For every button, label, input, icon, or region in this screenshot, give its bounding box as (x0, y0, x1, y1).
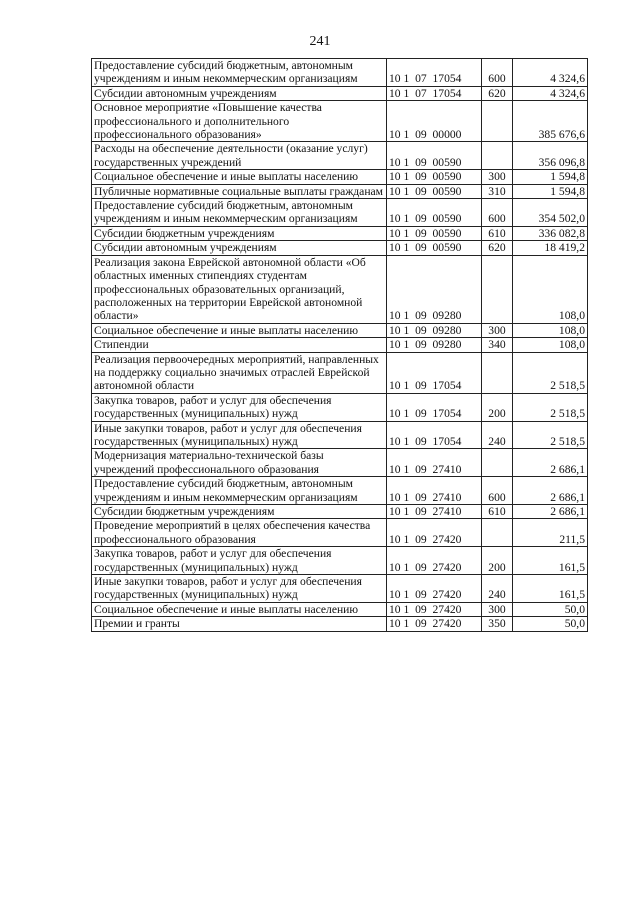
table-row (92, 241, 588, 255)
expense-type-cell: 340 (482, 338, 513, 352)
row-name-cell: Проведение мероприятий в целях обеспечения качества профессионального образования (92, 519, 387, 547)
row-name-cell: Субсидии автономным учреждениям (92, 86, 387, 100)
row-name-cell: Реализация первоочередных мероприятий, направленных на поддержку социально значимых отраслей Еврейской автономной области (92, 352, 387, 393)
target-code-cell: 10 1 09 09280 (387, 255, 482, 323)
row-name-cell: Публичные нормативные социальные выплаты гражданам (92, 184, 387, 198)
row-name-cell: Стипендии (92, 338, 387, 352)
budget-table-body (92, 59, 588, 632)
row-name-cell: Субсидии автономным учреждениям (92, 241, 387, 255)
expense-type-cell: 200 (482, 393, 513, 421)
target-code-cell: 10 1 09 00590 (387, 184, 482, 198)
expense-type-cell: 610 (482, 226, 513, 240)
target-code-cell: 10 1 09 00590 (387, 241, 482, 255)
table-row (92, 393, 588, 421)
table-row (92, 505, 588, 519)
table-row (92, 338, 588, 352)
table-row (92, 323, 588, 337)
row-name-cell: Предоставление субсидий бюджетным, автономным учреждениям и иным некоммерческим организациям (92, 477, 387, 505)
target-code-cell: 10 1 09 00590 (387, 199, 482, 227)
amount-cell: 161,5 (513, 547, 588, 575)
amount-cell: 2 686,1 (513, 477, 588, 505)
table-row (92, 602, 588, 616)
row-name-cell: Иные закупки товаров, работ и услуг для обеспечения государственных (муниципальных) нужд (92, 575, 387, 603)
table-row (92, 59, 588, 87)
expense-type-cell (482, 142, 513, 170)
table-row (92, 184, 588, 198)
expense-type-cell: 240 (482, 421, 513, 449)
table-row (92, 352, 588, 393)
target-code-cell: 10 1 09 27420 (387, 547, 482, 575)
expense-type-cell: 310 (482, 184, 513, 198)
amount-cell: 50,0 (513, 602, 588, 616)
row-name-cell: Субсидии бюджетным учреждениям (92, 505, 387, 519)
amount-cell: 2 518,5 (513, 393, 588, 421)
amount-cell: 18 419,2 (513, 241, 588, 255)
expense-type-cell: 200 (482, 547, 513, 575)
row-name-cell: Закупка товаров, работ и услуг для обеспечения государственных (муниципальных) нужд (92, 393, 387, 421)
target-code-cell: 10 1 09 27420 (387, 602, 482, 616)
amount-cell: 211,5 (513, 519, 588, 547)
expense-type-cell (482, 519, 513, 547)
row-name-cell: Иные закупки товаров, работ и услуг для обеспечения государственных (муниципальных) нужд (92, 421, 387, 449)
row-name-cell: Субсидии бюджетным учреждениям (92, 226, 387, 240)
target-code-cell: 10 1 09 00000 (387, 101, 482, 142)
row-name-cell: Предоставление субсидий бюджетным, автономным учреждениям и иным некоммерческим организациям (92, 59, 387, 87)
expense-type-cell: 240 (482, 575, 513, 603)
target-code-cell: 10 1 09 09280 (387, 323, 482, 337)
expense-type-cell: 620 (482, 86, 513, 100)
expense-type-cell (482, 255, 513, 323)
row-name-cell: Модернизация материально-технической базы учреждений профессионального образования (92, 449, 387, 477)
budget-table (91, 58, 588, 632)
table-row (92, 86, 588, 100)
target-code-cell: 10 1 07 17054 (387, 86, 482, 100)
amount-cell: 2 518,5 (513, 352, 588, 393)
target-code-cell: 10 1 09 00590 (387, 226, 482, 240)
target-code-cell: 10 1 09 27410 (387, 505, 482, 519)
expense-type-cell: 610 (482, 505, 513, 519)
amount-cell: 108,0 (513, 323, 588, 337)
expense-type-cell (482, 449, 513, 477)
amount-cell: 385 676,6 (513, 101, 588, 142)
table-row (92, 575, 588, 603)
row-name-cell: Социальное обеспечение и иные выплаты населению (92, 170, 387, 184)
amount-cell: 354 502,0 (513, 199, 588, 227)
amount-cell: 2 518,5 (513, 421, 588, 449)
table-row (92, 226, 588, 240)
row-name-cell: Основное мероприятие «Повышение качества профессионального и дополнительного профессионального образования» (92, 101, 387, 142)
target-code-cell: 10 1 07 17054 (387, 59, 482, 87)
table-row (92, 142, 588, 170)
page-number: 241 (309, 34, 331, 49)
expense-type-cell: 350 (482, 617, 513, 631)
target-code-cell: 10 1 09 00590 (387, 142, 482, 170)
expense-type-cell: 300 (482, 323, 513, 337)
row-name-cell: Предоставление субсидий бюджетным, автономным учреждениям и иным некоммерческим организациям (92, 199, 387, 227)
target-code-cell: 10 1 09 17054 (387, 393, 482, 421)
table-row (92, 170, 588, 184)
amount-cell: 2 686,1 (513, 449, 588, 477)
target-code-cell: 10 1 09 27410 (387, 449, 482, 477)
table-row (92, 101, 588, 142)
row-name-cell: Премии и гранты (92, 617, 387, 631)
row-name-cell: Закупка товаров, работ и услуг для обеспечения государственных (муниципальных) нужд (92, 547, 387, 575)
expense-type-cell: 620 (482, 241, 513, 255)
table-row (92, 547, 588, 575)
row-name-cell: Реализация закона Еврейской автономной области «Об областных именных стипендиях студентам профессиональных образовательных организаций, расположенных на территории Еврейской автономной области» (92, 255, 387, 323)
amount-cell: 1 594,8 (513, 184, 588, 198)
target-code-cell: 10 1 09 17054 (387, 421, 482, 449)
expense-type-cell: 300 (482, 170, 513, 184)
row-name-cell: Социальное обеспечение и иные выплаты населению (92, 323, 387, 337)
amount-cell: 4 324,6 (513, 59, 588, 87)
amount-cell: 336 082,8 (513, 226, 588, 240)
expense-type-cell: 600 (482, 477, 513, 505)
expense-type-cell: 600 (482, 199, 513, 227)
table-row (92, 617, 588, 631)
target-code-cell: 10 1 09 17054 (387, 352, 482, 393)
amount-cell: 2 686,1 (513, 505, 588, 519)
amount-cell: 4 324,6 (513, 86, 588, 100)
amount-cell: 50,0 (513, 617, 588, 631)
row-name-cell: Расходы на обеспечение деятельности (оказание услуг) государственных учреждений (92, 142, 387, 170)
amount-cell: 161,5 (513, 575, 588, 603)
table-row (92, 519, 588, 547)
target-code-cell: 10 1 09 27410 (387, 477, 482, 505)
row-name-cell: Социальное обеспечение и иные выплаты населению (92, 602, 387, 616)
target-code-cell: 10 1 09 09280 (387, 338, 482, 352)
target-code-cell: 10 1 09 27420 (387, 575, 482, 603)
expense-type-cell: 300 (482, 602, 513, 616)
amount-cell: 1 594,8 (513, 170, 588, 184)
table-row (92, 421, 588, 449)
expense-type-cell: 600 (482, 59, 513, 87)
table-row (92, 477, 588, 505)
expense-type-cell (482, 352, 513, 393)
amount-cell: 108,0 (513, 338, 588, 352)
table-row (92, 199, 588, 227)
target-code-cell: 10 1 09 27420 (387, 617, 482, 631)
amount-cell: 108,0 (513, 255, 588, 323)
amount-cell: 356 096,8 (513, 142, 588, 170)
target-code-cell: 10 1 09 27420 (387, 519, 482, 547)
target-code-cell: 10 1 09 00590 (387, 170, 482, 184)
table-row (92, 255, 588, 323)
expense-type-cell (482, 101, 513, 142)
table-row (92, 449, 588, 477)
